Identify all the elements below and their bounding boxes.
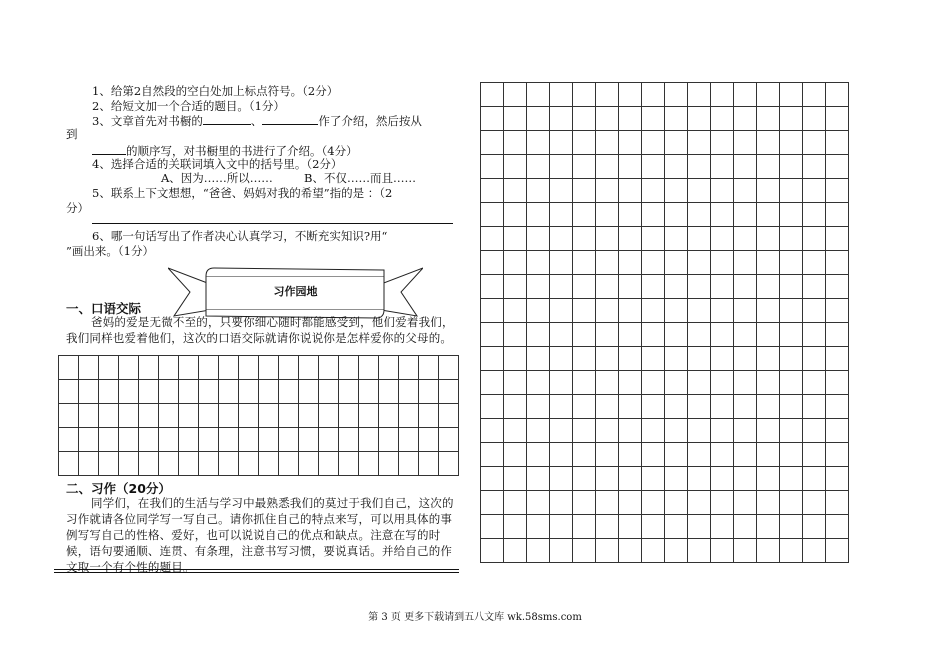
question-3 xyxy=(92,113,422,129)
divider xyxy=(54,569,459,570)
writing-grid-left[interactable] xyxy=(58,355,459,476)
question-3-part1: 3、文章首先对书橱的 xyxy=(92,114,203,128)
answer-blank[interactable] xyxy=(92,143,126,155)
question-3-part3: 的顺序写，对书橱里的书进行了介绍。（4分） xyxy=(126,144,358,158)
answer-blank[interactable] xyxy=(262,113,318,125)
question-5-line2: 分） xyxy=(66,201,89,215)
page-footer: 第 3 页 更多下载请到五八文库 wk.58sms.com xyxy=(368,612,582,623)
writing-grid-right[interactable] xyxy=(480,82,849,563)
question-6-line2: ”画出来。（1分） xyxy=(66,244,154,258)
banner-title: 习作园地 xyxy=(273,285,318,298)
section-2-text: 同学们，在我们的生活与学习中最熟悉我们的莫过于我们自己，这次的习作就请各位同学写一写自己。请你抓住自己的特点来写，可以用具体的事例写写自己的性格、爱好，也可以说说自己的优点和缺点。注意在写的时候，语句要通顺、连贯、有条理，注意书写习惯，要说真话。并给自己的作文取一个有个性的题目。 xyxy=(66,496,454,574)
question-1: 1、给第2自然段的空白处加上标点符号。（2分） xyxy=(92,84,339,98)
section-2-title: 二、习作（20分） xyxy=(66,481,171,496)
question-4-option-b: B、不仅……而且…… xyxy=(304,171,416,185)
question-3-sep: 、 xyxy=(250,114,263,128)
question-5-line1: 5、联系上下文想想，“爸爸、妈妈对我的希望”指的是 ：（2 xyxy=(92,186,393,200)
question-6-line1: 6、哪一句话写出了作者决心认真学习，不断充实知识?用“ xyxy=(92,229,388,243)
question-4-option-a: A、因为……所以…… xyxy=(161,171,273,185)
question-4: 4、选择合适的关联词填入文中的括号里。（2分） xyxy=(92,157,343,171)
answer-line[interactable] xyxy=(92,223,453,224)
section-1-text: 爸妈的爱是无微不至的，只要你细心随时都能感受到，他们爱着我们，我们同样也爱着他们，这次的口语交际就请你说说你是怎样爱你的父母的。 xyxy=(66,315,454,345)
section-1-title: 一、口语交际 xyxy=(66,301,142,316)
question-3-part2: 作了介绍，然后按从 xyxy=(318,114,422,128)
answer-blank[interactable] xyxy=(203,113,251,125)
question-2: 2、给短文加一个合适的题目。（1分） xyxy=(92,99,285,113)
question-3-wrap: 到 xyxy=(66,127,78,141)
divider xyxy=(54,572,459,573)
